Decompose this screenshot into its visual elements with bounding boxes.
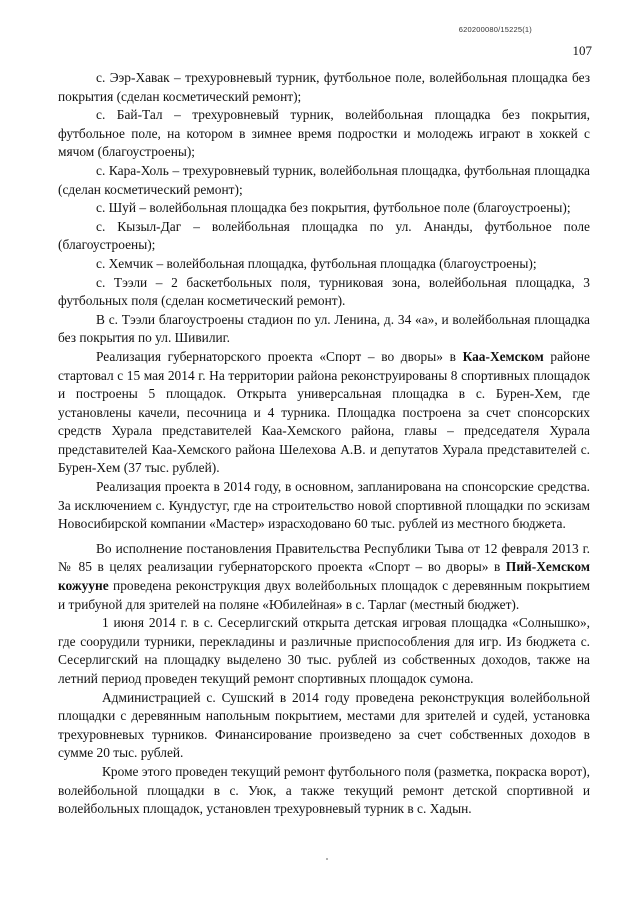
body-text [58, 69, 590, 819]
paragraph-teeli-stadium: В с. Тээли благоустроены стадион по ул. Ленина, д. 34 «а», и волейбольная площадка без покрытия по ул. Шивилиг. [58, 311, 590, 346]
district-name-bold: Каа-Хемском [462, 348, 544, 364]
district-name-bold: Пий-Хемском кожууне [58, 559, 590, 594]
paragraph-sushsky: Администрацией с. Сушский в 2014 году проведена реконструкция волейбольной площадки с деревянным напольным покрытием, местами для зрителей и судей, установка трехуровневых турников. Финансирование произведено за счет собственных доходов в сумме 20 тыс. рублей. [58, 689, 590, 761]
paragraph-additional-repairs: Кроме этого проведен текущий ремонт футбольного поля (разметка, покраска ворот), волейбольной площадки в с. Уюк, а также текущий ремонт детской спортивной и волейбольных площадок, установлен трехуровневый турник в с. Хадын. [58, 763, 590, 817]
paragraph-shui: с. Шуй – волейбольная площадка без покрытия, футбольное поле (благоустроены); [96, 200, 571, 216]
paragraph-teeli: с. Тээли – 2 баскетбольных поля, турниковая зона, волейбольная площадка, 3 футбольных поля (сделан косметический ремонт). [58, 274, 590, 309]
paragraph-kyzyl-dag: с. Кызыл-Даг – волейбольная площадка по ул. Ананды, футбольное поле (благоустроены); [58, 218, 590, 253]
paragraph-pii-khem [58, 540, 590, 614]
paragraph-seserligsky: 1 июня 2014 г. в с. Сесерлигский открыта детская игровая площадка «Солнышко», где соорудили турники, перекладины и различные приспособления для игр. Из бюджета с. Сесерлигский на площадку выделено 30 тыс. рублей из собственных доходов, также на летний период проведен текущий ремонт спортивных площадок сумона. [58, 615, 590, 686]
paragraph-project-funding: Реализация проекта в 2014 году, в основном, запланирована на спонсорские средства. За исключением с. Кундустуг, где на строительство новой спортивной площадки по эскизам Новосибирской компании «Мастер» израсходовано 60 тыс. рублей из местного бюджета. [58, 479, 590, 532]
scan-speck [326, 858, 328, 860]
page-number: 107 [572, 43, 592, 58]
paragraph-kaa-khem [58, 348, 590, 478]
paragraph-bai-tal: с. Бай-Тал – трехуровневый турник, волейбольная площадка без покрытия, футбольное поле, на котором в зимнее время подростки и молодежь играют в хоккей с мячом (благоустроены); [58, 107, 590, 160]
paragraph-eer-khavak: с. Ээр-Хавак – трехуровневый турник, футбольное поле, волейбольная площадка без покрытия (сделан косметический ремонт); [58, 70, 590, 104]
paragraph-text: Реализация губернаторского проекта «Спорт – во дворы» в [96, 348, 463, 364]
paragraph-text: проведена реконструкция двух волейбольных площадок с деревянным покрытием и трибуной для зрителей на поляне «Юбилейная» в с. Тарлаг (местный бюджет). [58, 578, 590, 612]
paragraph-text: районе стартовал с 15 мая 2014 г. На территории района реконструированы 8 спортивных площадок и построены 5 площадок. Открыта универсальная площадка в с. Бурен-Хем, где установлены качели, песочница и 4 турника. Площадка построена за счет спонсорских средств Хурала представителей Каа-Хемского района, главы – председателя Хурала представителей Каа-Хемского района Шелехова А.В. и депутатов Хурала представителей с. Бурен-Хем (37 тыс. рублей). [58, 348, 590, 476]
document-id: 620200080/15225(1) [458, 25, 532, 34]
paragraph-khemchik: с. Хемчик – волейбольная площадка, футбольная площадка (благоустроены); [96, 255, 537, 271]
paragraph-kara-khol: с. Кара-Холь – трехуровневый турник, волейбольная площадка, футбольная площадка (сделан косметический ремонт); [58, 162, 590, 197]
paragraph-text: Во исполнение постановления Правительства Республики Тыва от 12 февраля 2013 г. № 85 в целях реализации губернаторского проекта «Спорт – во дворы» в [58, 540, 590, 575]
